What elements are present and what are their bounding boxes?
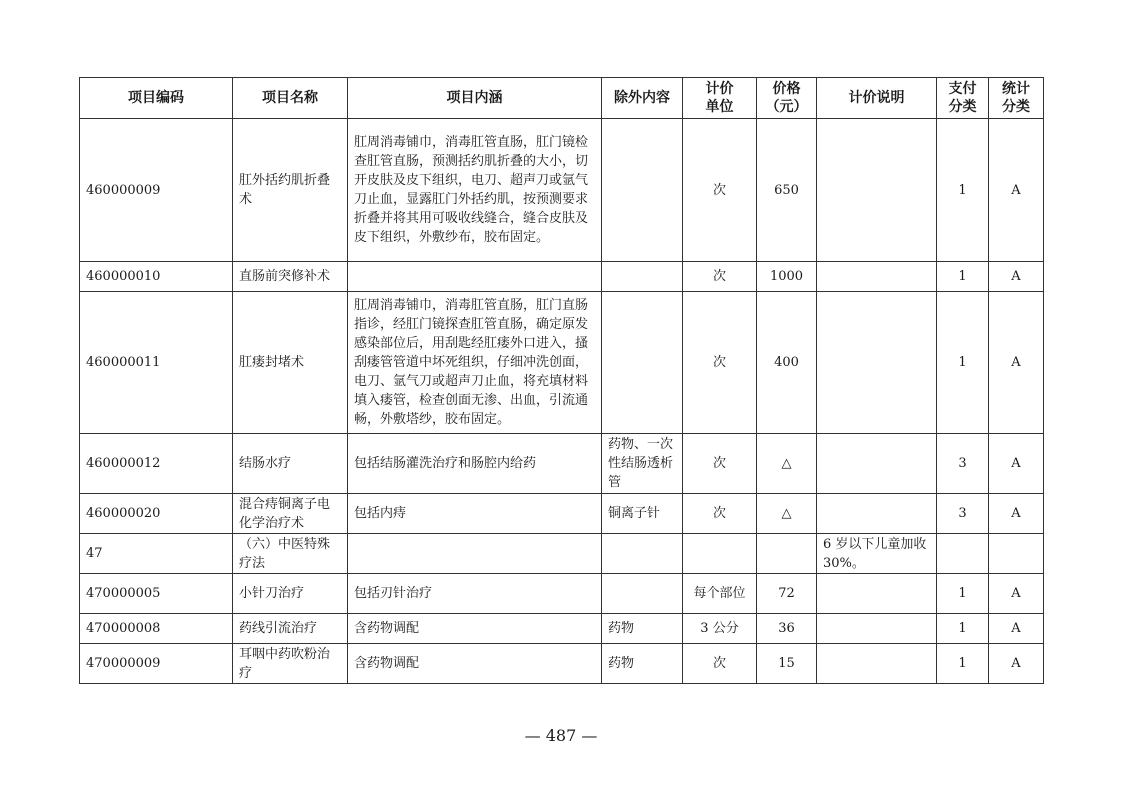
cell-price: 400 bbox=[757, 292, 817, 434]
cell-price: 15 bbox=[757, 644, 817, 684]
cell-unit: 次 bbox=[683, 644, 757, 684]
cell-price: △ bbox=[757, 434, 817, 494]
cell-price: 36 bbox=[757, 614, 817, 644]
cell-stat-class: A bbox=[989, 262, 1044, 292]
cell-name: 耳咽中药吹粉治疗 bbox=[233, 644, 348, 684]
cell-content: 含药物调配 bbox=[348, 614, 602, 644]
cell-content: 肛周消毒铺巾，消毒肛管直肠，肛门直肠指诊，经肛门镜探查肛管直肠，确定原发感染部位后，用刮匙经肛瘘外口进入，搔刮瘘管管道中坏死组织，仔细冲洗创面，电刀、氩气刀或超声刀止血，将充填材料填入瘘管，检查创面无渗、出血，引流通畅，外敷塔纱，胶布固定。 bbox=[348, 292, 602, 434]
cell-pay-class: 1 bbox=[937, 262, 989, 292]
cell-unit: 次 bbox=[683, 262, 757, 292]
cell-price: 72 bbox=[757, 574, 817, 614]
section-row bbox=[80, 534, 1044, 574]
cell-exclusion bbox=[602, 119, 683, 262]
cell-name: 肛瘘封堵术 bbox=[233, 292, 348, 434]
cell-unit: 次 bbox=[683, 494, 757, 534]
cell-code: 460000012 bbox=[80, 434, 233, 494]
cell-code: 470000008 bbox=[80, 614, 233, 644]
cell-content: 含药物调配 bbox=[348, 644, 602, 684]
table-row bbox=[80, 434, 1044, 494]
cell-note: 6 岁以下儿童加收 30%。 bbox=[817, 534, 937, 574]
cell-pay-class: 1 bbox=[937, 644, 989, 684]
cell-code: 460000009 bbox=[80, 119, 233, 262]
cell-note bbox=[817, 644, 937, 684]
cell-pay-class: 1 bbox=[937, 292, 989, 434]
cell-note bbox=[817, 574, 937, 614]
header-pay-class: 支付 分类 bbox=[937, 78, 989, 119]
cell-pay-class: 1 bbox=[937, 119, 989, 262]
cell-price: 650 bbox=[757, 119, 817, 262]
cell-code: 470000009 bbox=[80, 644, 233, 684]
cell-content: 包括刃针治疗 bbox=[348, 574, 602, 614]
cell-pay-class: 3 bbox=[937, 434, 989, 494]
cell-price: △ bbox=[757, 494, 817, 534]
cell-stat-class: A bbox=[989, 574, 1044, 614]
cell-exclusion bbox=[602, 262, 683, 292]
header-exclusion: 除外内容 bbox=[602, 78, 683, 119]
header-row bbox=[80, 78, 1044, 119]
cell-stat-class: A bbox=[989, 644, 1044, 684]
cell-exclusion: 药物 bbox=[602, 614, 683, 644]
cell-price bbox=[757, 534, 817, 574]
cell-exclusion: 药物、一次性结肠透析管 bbox=[602, 434, 683, 494]
cell-stat-class: A bbox=[989, 434, 1044, 494]
cell-stat-class: A bbox=[989, 614, 1044, 644]
cell-name: 直肠前突修补术 bbox=[233, 262, 348, 292]
cell-note bbox=[817, 614, 937, 644]
cell-note bbox=[817, 494, 937, 534]
cell-note bbox=[817, 119, 937, 262]
cell-unit bbox=[683, 534, 757, 574]
cell-code: 460000020 bbox=[80, 494, 233, 534]
cell-price: 1000 bbox=[757, 262, 817, 292]
table-row bbox=[80, 119, 1044, 262]
cell-stat-class: A bbox=[989, 494, 1044, 534]
cell-content bbox=[348, 534, 602, 574]
cell-name: 混合痔铜离子电化学治疗术 bbox=[233, 494, 348, 534]
cell-content: 包括结肠灌洗治疗和肠腔内给药 bbox=[348, 434, 602, 494]
cell-exclusion: 铜离子针 bbox=[602, 494, 683, 534]
cell-unit: 次 bbox=[683, 434, 757, 494]
cell-unit: 每个部位 bbox=[683, 574, 757, 614]
cell-unit: 次 bbox=[683, 292, 757, 434]
table-row bbox=[80, 574, 1044, 614]
cell-name: 肛外括约肌折叠术 bbox=[233, 119, 348, 262]
cell-exclusion: 药物 bbox=[602, 644, 683, 684]
cell-content: 肛周消毒铺巾，消毒肛管直肠，肛门镜检查肛管直肠，预测括约肌折叠的大小，切开皮肤及皮下组织，电刀、超声刀或氩气刀止血，显露肛门外括约肌，按预测要求折叠并将其用可吸收线缝合，缝合皮肤及皮下组织，外敷纱布，胶布固定。 bbox=[348, 119, 602, 262]
cell-exclusion bbox=[602, 534, 683, 574]
header-note: 计价说明 bbox=[817, 78, 937, 119]
table-row bbox=[80, 292, 1044, 434]
header-name: 项目名称 bbox=[233, 78, 348, 119]
cell-pay-class: 3 bbox=[937, 494, 989, 534]
cell-note bbox=[817, 262, 937, 292]
cell-stat-class: A bbox=[989, 292, 1044, 434]
page-number: — 487 — bbox=[524, 726, 598, 745]
cell-note bbox=[817, 292, 937, 434]
header-stat-class: 统计 分类 bbox=[989, 78, 1044, 119]
cell-stat-class bbox=[989, 534, 1044, 574]
header-price: 价格 （元） bbox=[757, 78, 817, 119]
cell-pay-class: 1 bbox=[937, 574, 989, 614]
cell-name: （六）中医特殊疗法 bbox=[233, 534, 348, 574]
cell-stat-class: A bbox=[989, 119, 1044, 262]
cell-code: 47 bbox=[80, 534, 233, 574]
cell-unit: 3 公分 bbox=[683, 614, 757, 644]
cell-exclusion bbox=[602, 292, 683, 434]
cell-exclusion bbox=[602, 574, 683, 614]
cell-unit: 次 bbox=[683, 119, 757, 262]
cell-name: 药线引流治疗 bbox=[233, 614, 348, 644]
table-row bbox=[80, 644, 1044, 684]
cell-content bbox=[348, 262, 602, 292]
cell-name: 结肠水疗 bbox=[233, 434, 348, 494]
header-content: 项目内涵 bbox=[348, 78, 602, 119]
header-code: 项目编码 bbox=[80, 78, 233, 119]
fee-table bbox=[79, 77, 1044, 684]
cell-code: 470000005 bbox=[80, 574, 233, 614]
table-row bbox=[80, 614, 1044, 644]
cell-code: 460000010 bbox=[80, 262, 233, 292]
cell-note bbox=[817, 434, 937, 494]
table-row bbox=[80, 494, 1044, 534]
cell-pay-class: 1 bbox=[937, 614, 989, 644]
cell-pay-class bbox=[937, 534, 989, 574]
cell-code: 460000011 bbox=[80, 292, 233, 434]
cell-name: 小针刀治疗 bbox=[233, 574, 348, 614]
table-row bbox=[80, 262, 1044, 292]
header-unit: 计价 单位 bbox=[683, 78, 757, 119]
cell-content: 包括内痔 bbox=[348, 494, 602, 534]
